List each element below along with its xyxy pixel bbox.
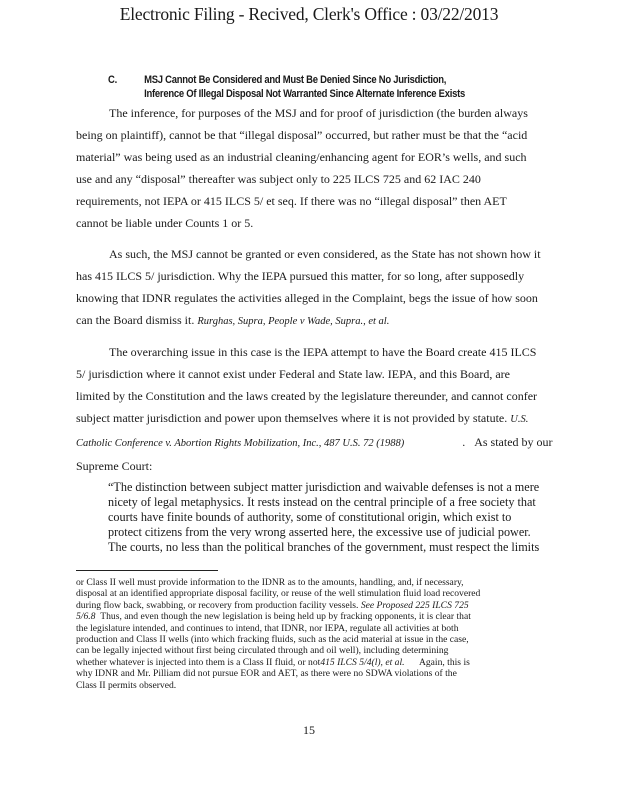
- section-title-line-1: MSJ Cannot Be Considered and Must Be Denied Since No Jurisdiction,: [144, 74, 447, 86]
- paragraph-msj: [76, 243, 541, 333]
- footnote-text: Again, this is: [418, 656, 470, 668]
- case-citation: Rurghas, Supra, People v Wade, Supra., et al.: [197, 316, 390, 327]
- footnote-divider: [76, 570, 218, 571]
- footnote-citation: 5/6.8: [76, 611, 96, 623]
- paragraph-text: can the Board dismiss it.: [76, 313, 198, 327]
- paragraph-line: [76, 407, 534, 431]
- quote-line: courts have finite bounds of authority, some of constitutional origin, which exist to: [108, 510, 512, 524]
- footnote-line: disposal at an identified appropriate disposal facility, or reuse of the well stimulation fluid load recovered: [76, 588, 481, 600]
- paragraph-line: use and any “disposal” thereafter was subject only to 225 ILCS 725 and 62 IAC 240: [76, 172, 481, 186]
- footnote-text: Thus, and even though the new legislation is being held up by fracking opponents, it is clear that: [100, 611, 471, 623]
- paragraph-line: As such, the MSJ cannot be granted or even considered, as the State has not shown how it: [109, 247, 541, 261]
- footnote-text: during flow back, swabbing, or recovery from production facility vessels.: [76, 599, 359, 611]
- case-citation: Catholic Conference v. Abortion Rights Mobilization, Inc., 487 U.S. 72 (1988): [76, 438, 405, 449]
- paragraph-line: being on plaintiff), cannot be that “illegal disposal” occurred, but rather must be that the “acid: [76, 128, 528, 142]
- quote-line: The courts, no less than the political branches of the government, must respect the limits: [108, 540, 540, 554]
- footnote-line: or Class II well must provide information to the IDNR as to the amounts, handling, and, if necessary,: [76, 577, 464, 588]
- footnote-text: whether whatever is injected into them is a Class II fluid, or not: [76, 656, 321, 668]
- paragraph-line: 5/ jurisdiction where it cannot exist under Federal and State law. IEPA, and this Board, are: [76, 367, 511, 381]
- paragraph-inference: [76, 102, 534, 234]
- footnote-line: production and Class II wells (into which fracking fluids, such as the acid material at issue in the case,: [76, 634, 469, 646]
- paragraph-text: subject matter jurisdiction and power upon themselves where it is not provided by statute.: [76, 411, 511, 425]
- footnote-line: Class II permits observed.: [76, 679, 177, 691]
- paragraph-line: Supreme Court:: [76, 459, 153, 473]
- footnote-citation: 415 ILCS 5/4(l), et al.: [320, 656, 405, 668]
- footnote-citation: See Proposed 225 ILCS 725: [360, 599, 469, 611]
- paragraph-overarching: [76, 341, 553, 477]
- footnote-line: the legislature intended, and continues to intend, that IDNR, nor IEPA, regulate all activities at both: [76, 622, 459, 634]
- section-title-line-2: Inference Of Illegal Disposal Not Warranted Since Alternate Inference Exists: [144, 88, 466, 100]
- paragraph-line: cannot be liable under Counts 1 or 5.: [76, 216, 254, 230]
- footnote-line: [76, 600, 536, 611]
- footnote: [76, 577, 536, 691]
- block-quote: [108, 480, 538, 555]
- footnote-line: can be legally injected without first being circulated through and oil well), including determining: [76, 645, 449, 657]
- paragraph-text: As stated by our: [474, 435, 553, 449]
- section-letter: C.: [108, 74, 117, 86]
- filing-header: Electronic Filing - Recived, Clerk's Office : 03/22/2013: [119, 4, 499, 24]
- paragraph-line: [76, 309, 534, 333]
- quote-line: protect citizens from the very wrong asserted here, the excessive use of judicial power.: [108, 525, 531, 539]
- paragraph-line: The overarching issue in this case is the IEPA attempt to have the Board create 415 ILCS: [109, 345, 537, 359]
- paragraph-line: limited by the Constitution and the laws created by the legislature thereunder, and cannot confer: [76, 389, 538, 403]
- footnote-line: [76, 611, 536, 622]
- quote-line: “The distinction between subject matter jurisdiction and waivable defenses is not a mere: [108, 480, 540, 494]
- paragraph-line: requirements, not IEPA or 415 ILCS 5/ et seq. If there was no “illegal disposal” then AET: [76, 194, 507, 208]
- quote-line: nicety of legal metaphysics. It rests instead on the central principle of a free society that: [108, 495, 536, 509]
- paragraph-line: material” was being used as an industrial cleaning/enhancing agent for EOR’s wells, and such: [76, 150, 527, 164]
- paragraph-line: Catholic Conference v. Abortion Rights Mobilization, Inc., 487 U.S. 72 (1988) . As stated by our: [76, 435, 553, 449]
- paragraph-line: has 415 ILCS 5/ jurisdiction. Why the IEPA pursued this matter, for so long, after supposedly: [76, 269, 525, 283]
- case-citation: U.S.: [510, 414, 529, 425]
- paragraph-line: knowing that IDNR regulates the activities alleged in the Complaint, begs the issue of how soon: [76, 291, 538, 305]
- page-number: 15: [303, 723, 315, 737]
- paragraph-line: The inference, for purposes of the MSJ and for proof of jurisdiction (the burden always: [109, 106, 528, 120]
- footnote-line: why IDNR and Mr. Pilliam did not pursue EOR and AET, as there were no SDWA violations of the: [76, 668, 457, 680]
- footnote-line: [76, 657, 536, 668]
